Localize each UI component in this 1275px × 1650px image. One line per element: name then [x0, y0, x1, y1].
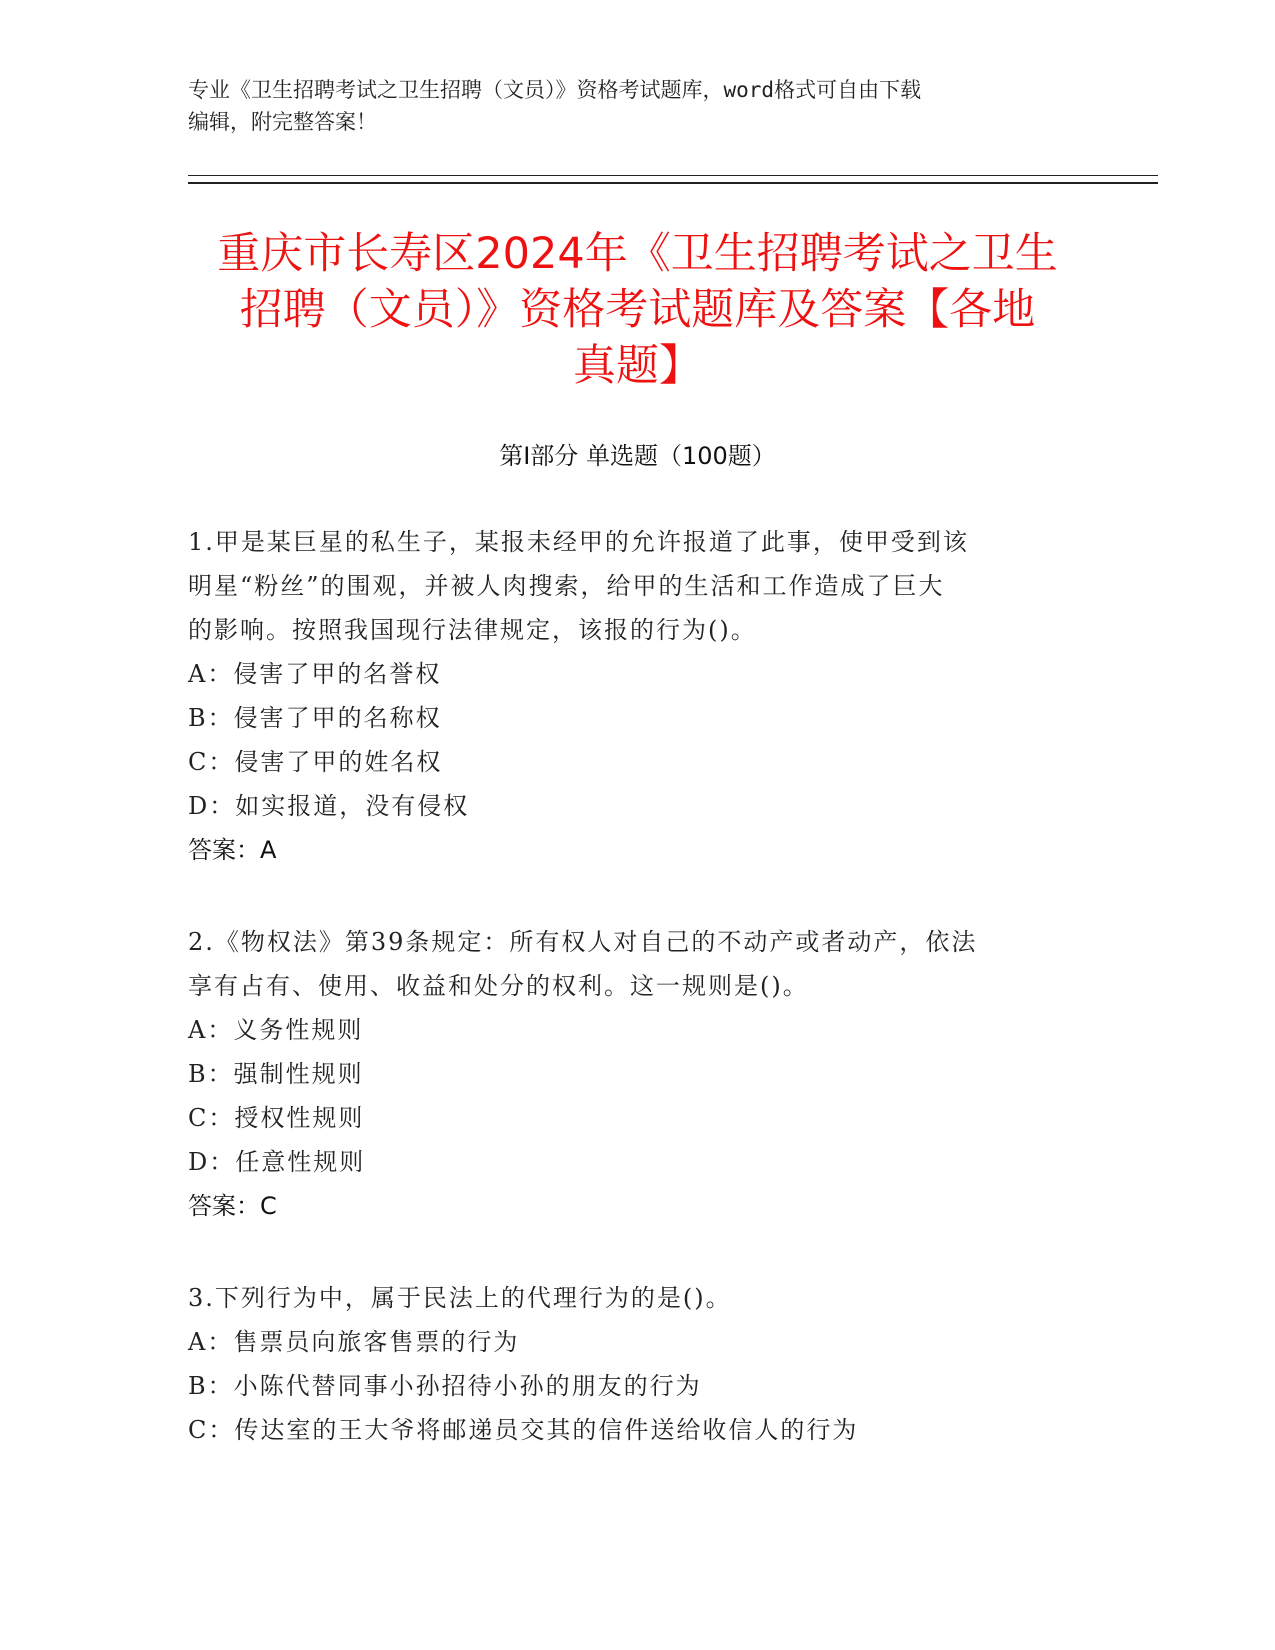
document-title	[170, 226, 1105, 394]
header-note	[188, 74, 1068, 138]
question-item	[188, 1276, 1088, 1452]
option-a: A：侵害了甲的名誉权	[188, 660, 442, 688]
option-d: D：任意性规则	[188, 1148, 366, 1176]
option-c: C：侵害了甲的姓名权	[188, 748, 443, 776]
answer-label: 答案：C	[188, 1192, 277, 1220]
header-note-line: 编辑，附完整答案！	[188, 110, 377, 134]
question-item	[188, 520, 1088, 872]
title-line: 真题】	[573, 341, 702, 391]
option-b: B：小陈代替同事小孙招待小孙的朋友的行为	[188, 1372, 702, 1400]
question-text-line: 享有占有、使用、收益和处分的权利。这一规则是()。	[188, 972, 809, 1000]
option-d: D：如实报道，没有侵权	[188, 792, 470, 820]
header-rule-thin	[188, 175, 1158, 176]
question-text-line: 的影响。按照我国现行法律规定，该报的行为()。	[188, 616, 757, 644]
header-note-line: 专业《卫生招聘考试之卫生招聘（文员）》资格考试题库，word格式可自由下载	[188, 78, 922, 102]
option-c: C：授权性规则	[188, 1104, 365, 1132]
question-text-line: 2.《物权法》第39条规定：所有权人对自己的不动产或者动产，依法	[188, 928, 978, 956]
question-text-line: 3.下列行为中，属于民法上的代理行为的是()。	[188, 1284, 732, 1312]
question-text-line: 明星“粉丝”的围观，并被人肉搜索，给甲的生活和工作造成了巨大	[188, 572, 945, 600]
section-heading: 第Ⅰ部分 单选题（100题）	[499, 442, 776, 470]
question-text	[188, 520, 1088, 652]
question-text	[188, 920, 1088, 1008]
option-a: A：售票员向旅客售票的行为	[188, 1328, 520, 1356]
option-c: C：传达室的王大爷将邮递员交其的信件送给收信人的行为	[188, 1416, 859, 1444]
option-b: B：强制性规则	[188, 1060, 364, 1088]
question-list	[188, 520, 1088, 1500]
answer-label: 答案：A	[188, 836, 277, 864]
title-line: 招聘（文员）》资格考试题库及答案【各地	[239, 285, 1036, 335]
question-text	[188, 1276, 1088, 1320]
option-a: A：义务性规则	[188, 1016, 364, 1044]
question-item	[188, 920, 1088, 1228]
title-line: 重庆市长寿区2024年《卫生招聘考试之卫生	[217, 229, 1058, 279]
header-rule-thick	[188, 182, 1158, 184]
option-b: B：侵害了甲的名称权	[188, 704, 442, 732]
question-text-line: 1.甲是某巨星的私生子，某报未经甲的允许报道了此事，使甲受到该	[188, 528, 969, 556]
